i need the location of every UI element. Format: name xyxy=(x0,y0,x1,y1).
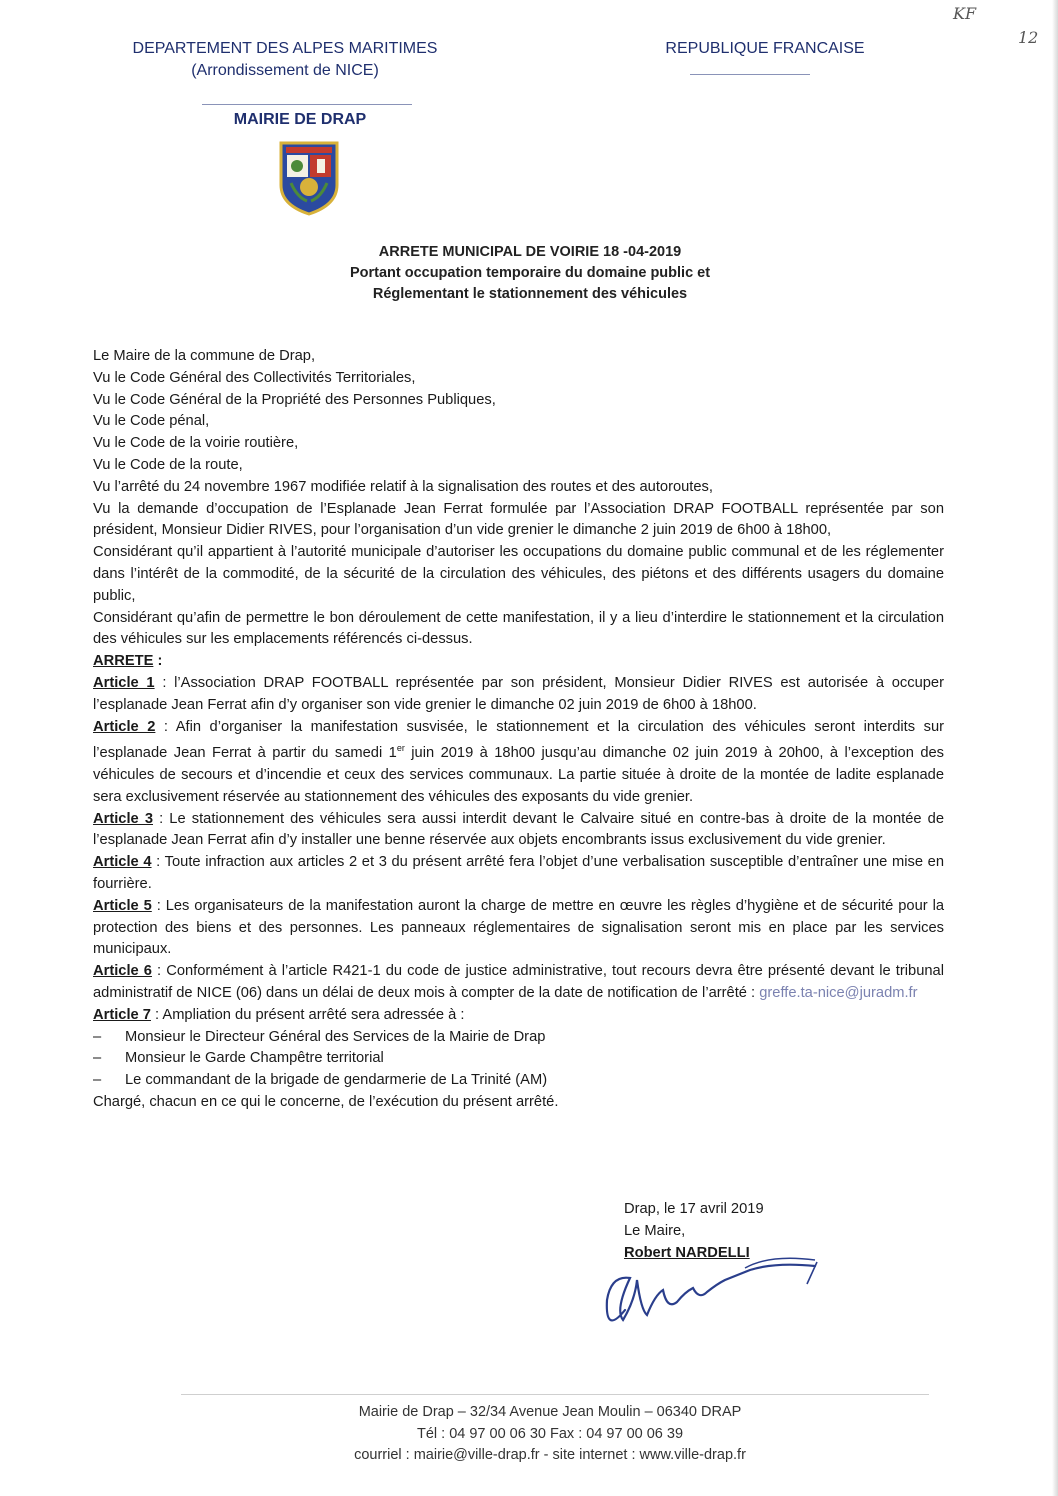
recipient-item xyxy=(93,1027,944,1049)
preamble-line: Vu le Code de la route, xyxy=(93,456,243,473)
decree-title xyxy=(130,242,930,305)
recipient-text: Monsieur le Garde Champêtre territorial xyxy=(125,1050,384,1067)
article-2 xyxy=(93,717,944,809)
article-7 xyxy=(93,1005,944,1027)
preamble-line: Le Maire de la commune de Drap, xyxy=(93,348,316,364)
recipient-item xyxy=(93,1070,944,1092)
footer-address: Mairie de Drap – 32/34 Avenue Jean Moulin – 06340 DRAP xyxy=(358,1404,742,1420)
recipient-text: Monsieur le Directeur Général des Services de la Mairie de Drap xyxy=(125,1028,546,1045)
article-text: : Afin d’organiser la manifestation susvisée, le stationnement et la circulation des véhicules seront interdits sur l’esplanade Jean Ferrat à partir du samedi 1er juin 2019 à 18h00 jusqu’au dimanche 02 juin 2019 à 20h00, à l’exception des véhicules de secours et d’incendie et ceux des services communaux. La partie située à droite de la montée de ladite esplanade sera exclusivement réservée au stationnement des véhicules des exposants du vide grenier. xyxy=(93,718,944,805)
article-4 xyxy=(93,852,944,896)
header-divider-right xyxy=(690,74,810,75)
republic-header: REPUBLIQUE FRANCAISE xyxy=(665,40,865,57)
article-3 xyxy=(93,809,944,853)
article-text: : l’Association DRAP FOOTBALL représentée par son président, Monsieur Didier RIVES est autorisée à occuper l’esplanade Jean Ferrat afin d’y organiser son vide grenier le dimanche 02 juin 2019 de 6h00 à 18h00. xyxy=(93,674,944,713)
place-date: Drap, le 17 avril 2019 xyxy=(624,1201,764,1217)
article-label: Article 1 xyxy=(93,674,155,691)
article-text: : Conformément à l’article R421-1 du code de justice administrative, tout recours devra être présenté devant le tribunal administratif de NICE (06) dans un délai de deux mois à compter de la date de notification de l’arrêté : xyxy=(93,963,944,1001)
handwritten-signature-icon xyxy=(585,1240,825,1340)
dash-bullet-icon: – xyxy=(93,1050,102,1067)
preamble-line: Considérant qu’afin de permettre le bon déroulement de cette manifestation, il y a lieu d’interdire le stationnement et la circulation des véhicules sur les emplacements référencés ci-dessus. xyxy=(93,609,944,648)
preamble-line: Considérant qu’il appartient à l’autorité municipale d’autoriser les occupations du domaine public communal et de les réglementer dans l’intérêt de la commodité, de la sécurité de la circulation des véhicules, des piétons et des différents usagers du domaine public, xyxy=(93,544,944,604)
dash-bullet-icon: – xyxy=(93,1028,102,1045)
article-label: Article 2 xyxy=(93,718,156,735)
preamble-line: Vu le Code Général des Collectivités Territoriales, xyxy=(93,369,416,386)
mairie-title: MAIRIE DE DRAP xyxy=(233,111,367,128)
decree-body xyxy=(93,346,944,1114)
preamble-line: Vu l’arrêté du 24 novembre 1967 modifiée relatif à la signalisation des routes et des autoroutes, xyxy=(93,478,713,495)
preamble-line: Vu le Code Général de la Propriété des Personnes Publiques, xyxy=(93,391,496,408)
article-1 xyxy=(93,673,944,717)
article-label: Article 4 xyxy=(93,854,152,871)
dash-bullet-icon: – xyxy=(93,1072,102,1089)
footer-phone-fax: Tél : 04 97 00 06 30 Fax : 04 97 00 06 39 xyxy=(416,1425,684,1442)
preamble-line: Vu la demande d’occupation de l’Esplanade Jean Ferrat formulée par l’Association DRAP FOOTBALL représentée par son président, Monsieur Didier RIVES, pour l’organisation d’un vide grenier le dimanche 2 juin 2019 de 6h00 à 18h00, xyxy=(93,500,944,539)
decree-subtitle-1: Portant occupation temporaire du domaine public et xyxy=(349,265,711,281)
scan-edge-shadow xyxy=(1052,0,1058,1496)
arrete-heading xyxy=(93,651,944,673)
article-text: : Toute infraction aux articles 2 et 3 du présent arrêté fera l’objet d’une verbalisation susceptible d’entraîner une mise en fourrière. xyxy=(93,854,944,893)
footer xyxy=(300,1402,800,1467)
article-label: Article 3 xyxy=(93,810,153,827)
article-5 xyxy=(93,896,944,961)
article-text: : Le stationnement des véhicules sera aussi interdit devant le Calvaire situé en contre-bas à droite de la montée de l’esplanade Jean Ferrat afin d’y installer une benne réservée aux objets encombrants issus exclusivement du vide grenier. xyxy=(93,810,944,849)
footer-divider xyxy=(181,1394,929,1395)
signatory-name: Robert NARDELLI xyxy=(624,1244,750,1261)
decree-subtitle-2: Réglementant le stationnement des véhicules xyxy=(372,286,688,302)
footer-contact: courriel : mairie@ville-drap.fr - site internet : www.ville-drap.fr xyxy=(354,1447,746,1464)
article-6 xyxy=(93,961,944,1005)
header-divider-left xyxy=(202,104,412,105)
handwritten-page-number: 12 xyxy=(1018,28,1039,47)
article-label: Article 7 xyxy=(93,1006,151,1023)
article-label: Article 6 xyxy=(93,963,152,980)
department-name: DEPARTEMENT DES ALPES MARITIMES xyxy=(132,40,438,57)
recipient-item xyxy=(93,1048,944,1070)
signatory-role: Le Maire, xyxy=(624,1222,686,1239)
tribunal-email-link[interactable]: greffe.ta-nice@juradm.fr xyxy=(759,985,918,1001)
recipient-text: Le commandant de la brigade de gendarmerie de La Trinité (AM) xyxy=(125,1072,548,1089)
arrete-label: ARRETE xyxy=(93,653,154,670)
handwritten-initials: KF xyxy=(953,4,977,23)
article-label: Article 5 xyxy=(93,897,152,914)
arrete-colon: : xyxy=(153,653,163,670)
article-text: : Ampliation du présent arrêté sera adressée à : xyxy=(150,1006,465,1023)
preamble-line: Vu le Code pénal, xyxy=(93,413,210,430)
closing-statement: Chargé, chacun en ce qui le concerne, de l’exécution du présent arrêté. xyxy=(93,1093,559,1110)
arrondissement: (Arrondissement de NICE) xyxy=(191,62,379,79)
department-header xyxy=(120,38,450,82)
preamble-line: Vu le Code de la voirie routière, xyxy=(93,435,299,452)
drap-coat-of-arms-icon xyxy=(277,139,341,217)
decree-number: ARRETE MUNICIPAL DE VOIRIE 18 -04-2019 xyxy=(378,244,682,260)
article-text: : Les organisateurs de la manifestation auront la charge de mettre en œuvre les règles d’hygiène et de sécurité pour la protection des biens et des personnes. Les panneaux réglementaires de signalisation seront mis en place par les services municipaux. xyxy=(93,897,944,958)
